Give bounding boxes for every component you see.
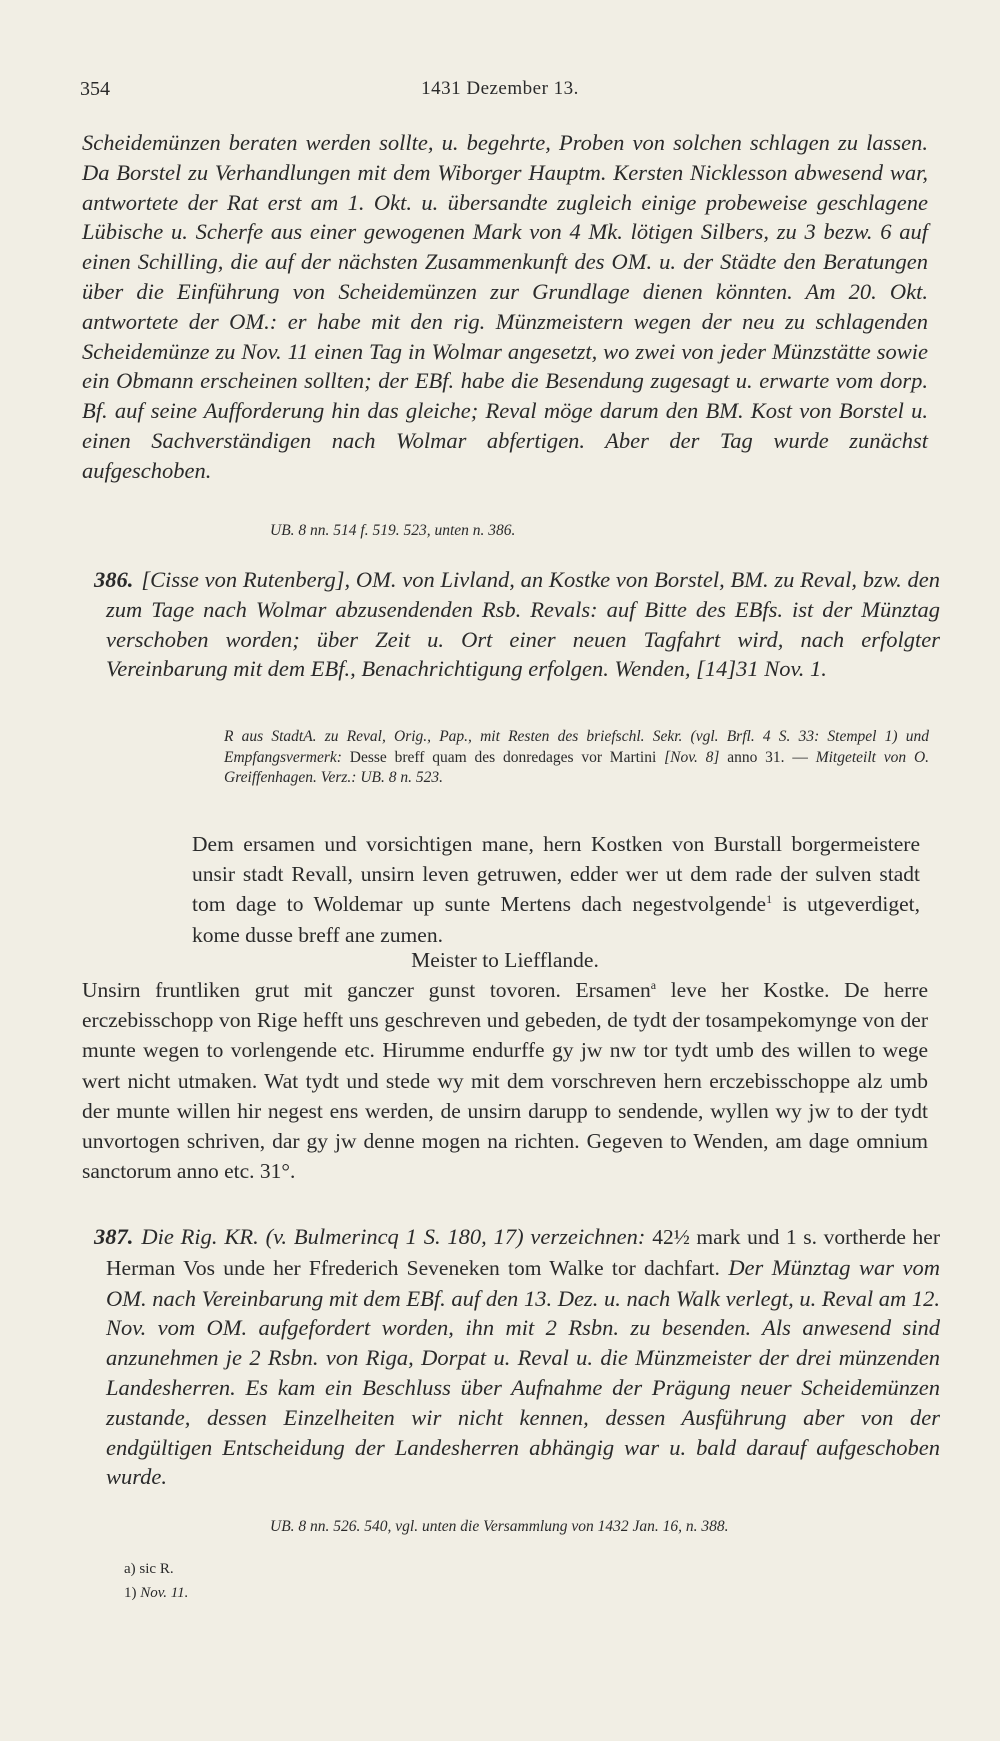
doc-386-sender: Meister to Liefflande. <box>411 948 599 972</box>
doc-386-source-year: anno 31. — <box>727 748 808 766</box>
doc-387-paragraph <box>94 1222 940 1492</box>
page-header <box>80 78 920 108</box>
doc-387-quote: 42½ mark und 1 s. vortherde her Herman Vos unde her Ffrederich Seveneken tom Walke tor dachfart. <box>106 1225 941 1280</box>
footnote-1-text: Nov. 11. <box>140 1585 189 1601</box>
doc-386-regest-text: [Cisse von Rutenberg], OM. von Livland, an Kostke von Borstel, BM. zu Reval, bzw. den zum Tage nach Wolmar abzusendenden Rsb. Revals: auf Bitte des EBfs. ist der Münztag verschoben worden; über Zeit u. Ort einer neuen Tagfahrt wird, nach erfolgter Vereinbarung mit dem EBf., Benachrichtigung erfolgen. Wenden, [14]31 Nov. 1. <box>106 567 940 682</box>
doc-387-number: 387. <box>94 1224 134 1249</box>
doc-386-source-archive: R aus StadtA. zu Reval, Orig., Pap., mit Resten des briefschl. Sekr. (vgl. Brfl. 4 S. 33: Stempel 1) und Empfangsvermerk: <box>224 728 929 766</box>
intro-paragraph: Scheidemünzen beraten werden sollte, u. begehrte, Proben von solchen schlagen zu lassen. Da Borstel zu Verhandlungen mit dem Wiborger Hauptm. Kersten Nicklesson abwesend war, antwortete der Rat erst am 1. Okt. u. übersandte zugleich einige probeweise geschlagene Lübische u. Scherfe aus einer gewogenen Mark von 4 Mk. lötigen Silbers, zu 3 bezw. 6 auf einen Schilling, die auf der nächsten Zusammenkunft des OM. u. der Städte den Beratungen über die Einführung von Scheidemünzen zur Grundlage dienen könnten. Am 20. Okt. antwortete der OM.: er habe mit den rig. Münzmeistern wegen der neu zu schlagenden Scheidemünze zu Nov. 11 einen Tag in Wolmar angesetzt, wo zwei von jeder Münzstätte sowie ein Obmann erscheinen sollten; der EBf. habe die Besendung zugesagt u. erwarte vom dorp. Bf. auf seine Aufforderung hin das gleiche; Reval möge darum den BM. Kost von Borstel u. einen Sachverständigen nach Wolmar abfertigen. Aber der Tag wurde zunächst aufgeschoben. <box>82 130 928 483</box>
intro-source: UB. 8 nn. 514 f. 519. 523, unten n. 386. <box>270 522 516 539</box>
footnote-ref-a: a <box>650 977 657 992</box>
doc-386-address <box>192 829 920 950</box>
doc-386-source <box>224 727 929 789</box>
footnote-a-mark: a) <box>124 1561 136 1577</box>
doc-386-body-text: leve her Kostke. De herre erczebisschopp von Rige hefft uns geschreven und gebeden, de tydt der tosampekomynge von der munte wegen to vorlengende etc. Hirumme endurffe gy jw nw tor tydt umb des willen to wege wert nicht utmaken. Wat tydt und stede wy mit dem vorschreven hern erczebisschoppe alz umb der munte willen hir negest ens werden, de unsirn darupp to sendende, wyllen wy jw to der tydt unvortogen schriven, dar gy jw denne mogen na richten. Gegeven to Wenden, am dage omnium sanctorum anno etc. 31°. <box>82 978 928 1184</box>
doc-386-address-text: Dem ersamen und vorsichtigen mane, hern Kostken von Burstall borgermeistere unsir stadt Revall, unsirn leven getruwen, edder wer ut dem rade der sulven stadt tom dage to Woldemar up sunte Mertens dach negestvolgende <box>192 832 920 917</box>
footnote-ref-1: 1 <box>766 892 773 907</box>
doc-387-source: UB. 8 nn. 526. 540, vgl. unten die Versammlung von 1432 Jan. 16, n. 388. <box>270 1518 729 1535</box>
footnote-1 <box>124 1582 188 1604</box>
page-number: 354 <box>80 78 110 100</box>
doc-387-text: Der Münztag war vom OM. nach Vereinbarung mit dem EBf. auf den 13. Dez. u. nach Walk verlegt, u. Reval am 12. Nov. vom OM. aufgefordert worden, ihn mit 2 Rsbn. zu besenden. Als anwesend sind anzunehmen je 2 Rsbn. von Riga, Dorpat u. Reval u. die Münzmeister der drei münzenden Landesherren. Es kam ein Beschluss über Aufnahme der Prägung neuer Scheidemünzen zustande, dessen Einzelheiten wir nicht kennen, dessen Ausführung aber von der endgültigen Entscheidung der Landesherren abhängig war u. bald darauf aufgeschoben wurde. <box>106 1254 940 1490</box>
doc-386-source-editor: Mitgeteilt von O. Greiffenhagen. Verz.: UB. 8 n. 523. <box>224 748 930 786</box>
footnote-a <box>124 1558 174 1580</box>
doc-386-address-end: is utgeverdiget, kome dusse breff ane zumen. <box>192 892 921 947</box>
doc-386-body <box>82 975 928 1186</box>
footnote-1-mark: 1) <box>124 1585 137 1601</box>
doc-386-body-salutation: Unsirn fruntliken grut mit ganczer gunst tovoren. Ersamen <box>82 978 651 1002</box>
doc-386-source-note: Desse breff quam des donredages vor Martini <box>349 748 657 766</box>
footnote-a-text: sic R. <box>139 1561 174 1577</box>
doc-386-regest <box>94 565 940 684</box>
running-title: 1431 Dezember 13. <box>421 78 579 99</box>
doc-386-source-date: [Nov. 8] <box>664 748 720 766</box>
doc-387-intro: Die Rig. KR. (v. Bulmerincq 1 S. 180, 17) verzeichnen: <box>141 1224 646 1249</box>
doc-386-number: 386. <box>94 567 134 592</box>
